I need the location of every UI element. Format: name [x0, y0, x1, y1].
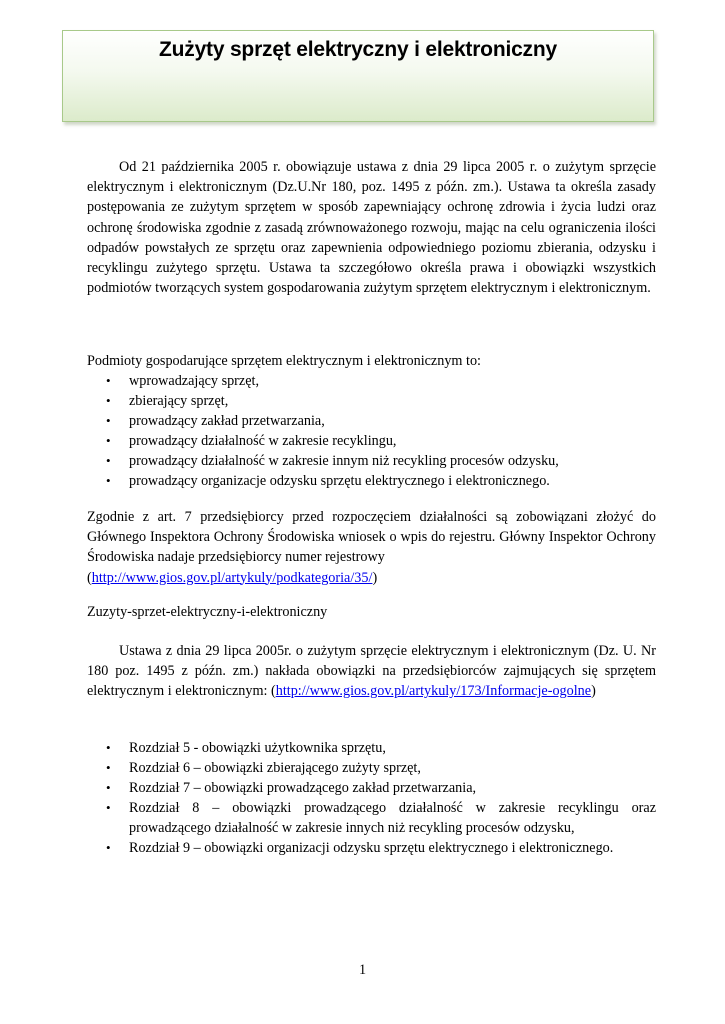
list-item-text: prowadzący działalność w zakresie innym niż recykling procesów odzysku, [129, 453, 559, 469]
act-section [87, 641, 656, 702]
entities-intro: Podmioty gospodarujące sprzętem elektrycznym i elektronicznym to: [87, 353, 481, 369]
registration-paren-close: ) [372, 569, 378, 586]
bullet-icon: • [106, 453, 111, 468]
registration-paren-open: ( [87, 569, 92, 586]
list-item-text: zbierający sprzęt, [129, 393, 229, 409]
bullet-icon: • [106, 373, 111, 388]
act-paren-close: ) [591, 683, 596, 700]
gios-info-link[interactable]: http://www.gios.gov.pl/artykuly/173/Informacje-ogolne [275, 683, 592, 700]
bullet-icon: • [106, 780, 111, 795]
bullet-icon: • [106, 760, 111, 775]
chapters-list [87, 738, 656, 858]
bullet-icon: • [106, 840, 111, 855]
list-item [87, 411, 656, 431]
list-item [87, 838, 656, 858]
title-box [62, 30, 654, 122]
bullet-icon: • [106, 393, 111, 408]
slug-line: Zuzyty-sprzet-elektryczny-i-elektroniczny [87, 604, 328, 620]
list-item-text: prowadzący działalność w zakresie recyklingu, [129, 433, 397, 449]
list-item-text: Rozdział 5 - obowiązki użytkownika sprzętu, [129, 740, 386, 756]
list-item [87, 738, 656, 758]
list-item [87, 758, 656, 778]
registration-section [87, 507, 656, 588]
list-item [87, 391, 656, 411]
list-item [87, 371, 656, 391]
entities-list [87, 371, 656, 491]
gios-registry-link[interactable]: http://www.gios.gov.pl/artykuly/podkategoria/35/ [91, 569, 373, 586]
intro-section [87, 157, 656, 298]
intro-paragraph: Od 21 października 2005 r. obowiązuje ustawa z dnia 29 lipca 2005 r. o zużytym sprzęcie elektrycznym i elektronicznym (Dz.U.Nr 180, poz. 1495 z późn. zm.). Ustawa ta określa zasady postępowania ze zużytym sprzętem w sposób zapewniający ochronę zdrowia i życia ludzi oraz ochronę środowiska zgodnie z zasadą zrównoważonego rozwoju, mając na celu ograniczenia ilości odpadów powstałych ze sprzętu oraz zapewnienia odpowiedniego poziomu zbierania, odzysku i recyklingu zużytego sprzętu. Ustawa ta szczegółowo określa prawa i obowiązki wszystkich podmiotów tworzących system gospodarowania zużytym sprzętem elektrycznym i elektronicznym. [87, 159, 656, 297]
act-text: Ustawa z dnia 29 lipca 2005r. o zużytym sprzęcie elektrycznym i elektronicznym (Dz. U. Nr 180 poz. 1495 z późn. zm.) nakłada obowiązki na przedsiębiorców zajmujących się sprzętem elektrycznym i elektronicznym: [87, 643, 656, 700]
page-title: Zużyty sprzęt elektryczny i elektroniczny [159, 38, 557, 61]
list-item-text: Rozdział 8 – obowiązki prowadzącego działalność w zakresie recyklingu oraz prowadzącego działalność w zakresie innych niż recykling procesów odzysku, [129, 800, 656, 836]
bullet-icon: • [106, 413, 111, 428]
bullet-icon: • [106, 800, 111, 815]
registration-paragraph [87, 507, 656, 588]
list-item-text: prowadzący zakład przetwarzania, [129, 413, 325, 429]
bullet-icon: • [106, 433, 111, 448]
list-item [87, 798, 656, 838]
entities-intro-section [87, 351, 656, 371]
page-number: 1 [358, 962, 367, 978]
bullet-icon: • [106, 740, 111, 755]
list-item [87, 451, 656, 471]
list-item [87, 778, 656, 798]
list-item [87, 431, 656, 451]
slug-section [87, 602, 656, 622]
bullet-icon: • [106, 473, 111, 488]
list-item [87, 471, 656, 491]
act-paren-open: ( [270, 683, 276, 700]
list-item-text: prowadzący organizacje odzysku sprzętu elektrycznego i elektronicznego. [129, 473, 550, 489]
list-item-text: Rozdział 7 – obowiązki prowadzącego zakład przetwarzania, [129, 780, 477, 796]
list-item-text: Rozdział 9 – obowiązki organizacji odzysku sprzętu elektrycznego i elektronicznego. [129, 840, 614, 856]
act-paragraph [87, 641, 656, 702]
list-item-text: wprowadzający sprzęt, [129, 373, 259, 389]
registration-text: Zgodnie z art. 7 przedsiębiorcy przed rozpoczęciem działalności są zobowiązani złożyć do Głównego Inspektora Ochrony Środowiska wniosek o wpis do rejestru. Główny Inspektor Ochrony Środowiska nadaje przedsiębiorcy numer rejestrowy [87, 509, 656, 566]
list-item-text: Rozdział 6 – obowiązki zbierającego zużyty sprzęt, [129, 760, 421, 776]
